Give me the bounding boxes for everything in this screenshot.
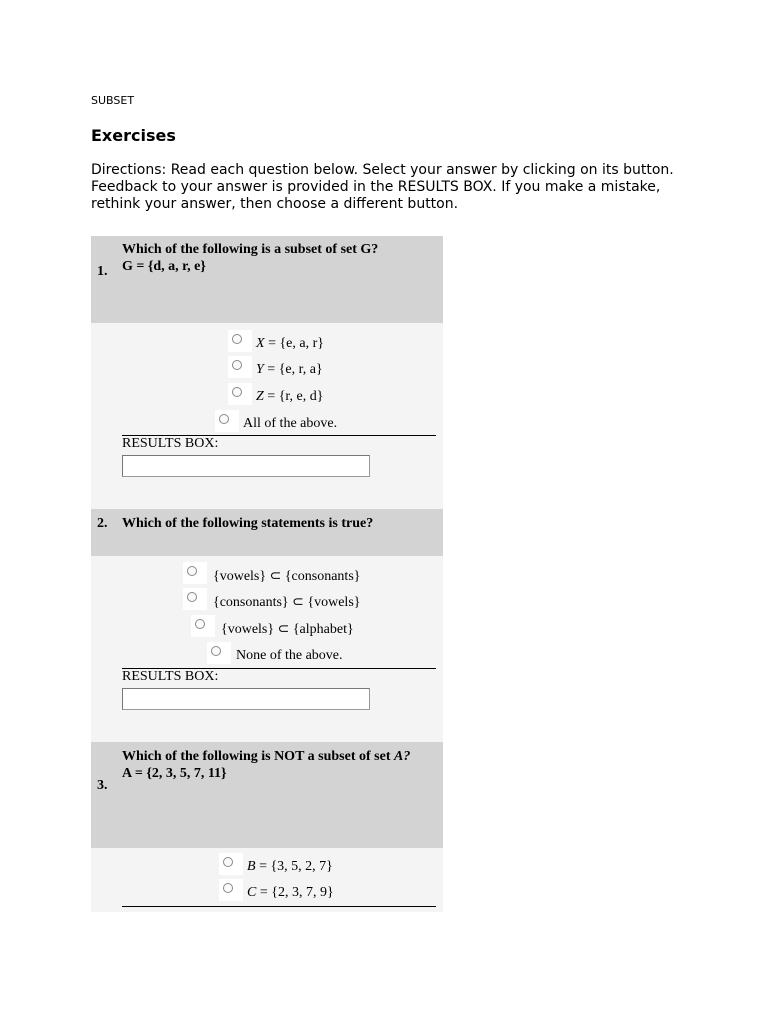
- radio-button[interactable]: [183, 562, 207, 584]
- question-3-body: [91, 848, 443, 912]
- question-prompt-line2: G = {d, a, r, e}: [122, 259, 206, 274]
- radio-button[interactable]: [219, 853, 243, 875]
- option-label: All of the above.: [243, 416, 338, 431]
- question-number: 2.: [97, 516, 108, 531]
- question-prompt: [122, 241, 378, 275]
- option-label: None of the above.: [236, 648, 343, 663]
- question-prompt-line2: A = {2, 3, 5, 7, 11}: [122, 766, 227, 781]
- question-number: 1.: [97, 264, 108, 279]
- question-2: [91, 509, 443, 742]
- question-2-header: [91, 509, 443, 556]
- radio-button[interactable]: [228, 383, 252, 405]
- radio-button[interactable]: [215, 410, 239, 432]
- question-prompt-line1: Which of the following statements is true?: [122, 516, 374, 531]
- question-prompt-line1: Which of the following is a subset of set G?: [122, 242, 379, 257]
- question-prompt: [122, 748, 410, 782]
- results-box: [122, 688, 370, 710]
- option-label: X = {e, a, r}: [256, 336, 324, 351]
- question-prompt: [122, 515, 373, 532]
- results-label: RESULTS BOX:: [122, 669, 219, 684]
- option-label: {vowels} ⊂ {alphabet}: [221, 622, 354, 637]
- radio-button[interactable]: [207, 642, 231, 664]
- option-label: C = {2, 3, 7, 9}: [247, 885, 334, 900]
- results-label: RESULTS BOX:: [122, 436, 219, 451]
- results-box: [122, 455, 370, 477]
- question-number: 3.: [97, 778, 108, 793]
- question-2-body: [91, 556, 443, 742]
- option-label: {consonants} ⊂ {vowels}: [213, 595, 361, 610]
- radio-button[interactable]: [228, 356, 252, 378]
- page-title: Exercises: [91, 126, 176, 145]
- question-1-body: [91, 323, 443, 509]
- option-label: Z = {r, e, d}: [256, 389, 324, 404]
- radio-button[interactable]: [228, 330, 252, 352]
- question-1-header: [91, 236, 443, 323]
- question-1: [91, 236, 443, 509]
- question-3-header: [91, 742, 443, 848]
- directions-text: Directions: Read each question below. Select your answer by clicking on its button. Feedback to your answer is provided in the RESULTS BOX. If you make a mistake, rethink your answer, then choose a different button.: [91, 162, 674, 212]
- breadcrumb: SUBSET: [91, 94, 135, 107]
- radio-button[interactable]: [219, 879, 243, 901]
- radio-button[interactable]: [183, 588, 207, 610]
- option-label: Y = {e, r, a}: [256, 362, 323, 377]
- divider: [122, 906, 436, 907]
- option-label: B = {3, 5, 2, 7}: [247, 859, 333, 874]
- option-label: {vowels} ⊂ {consonants}: [213, 569, 361, 584]
- question-3: [91, 742, 443, 912]
- question-prompt-line1: Which of the following is NOT a subset of set A?: [122, 749, 411, 764]
- radio-button[interactable]: [191, 615, 215, 637]
